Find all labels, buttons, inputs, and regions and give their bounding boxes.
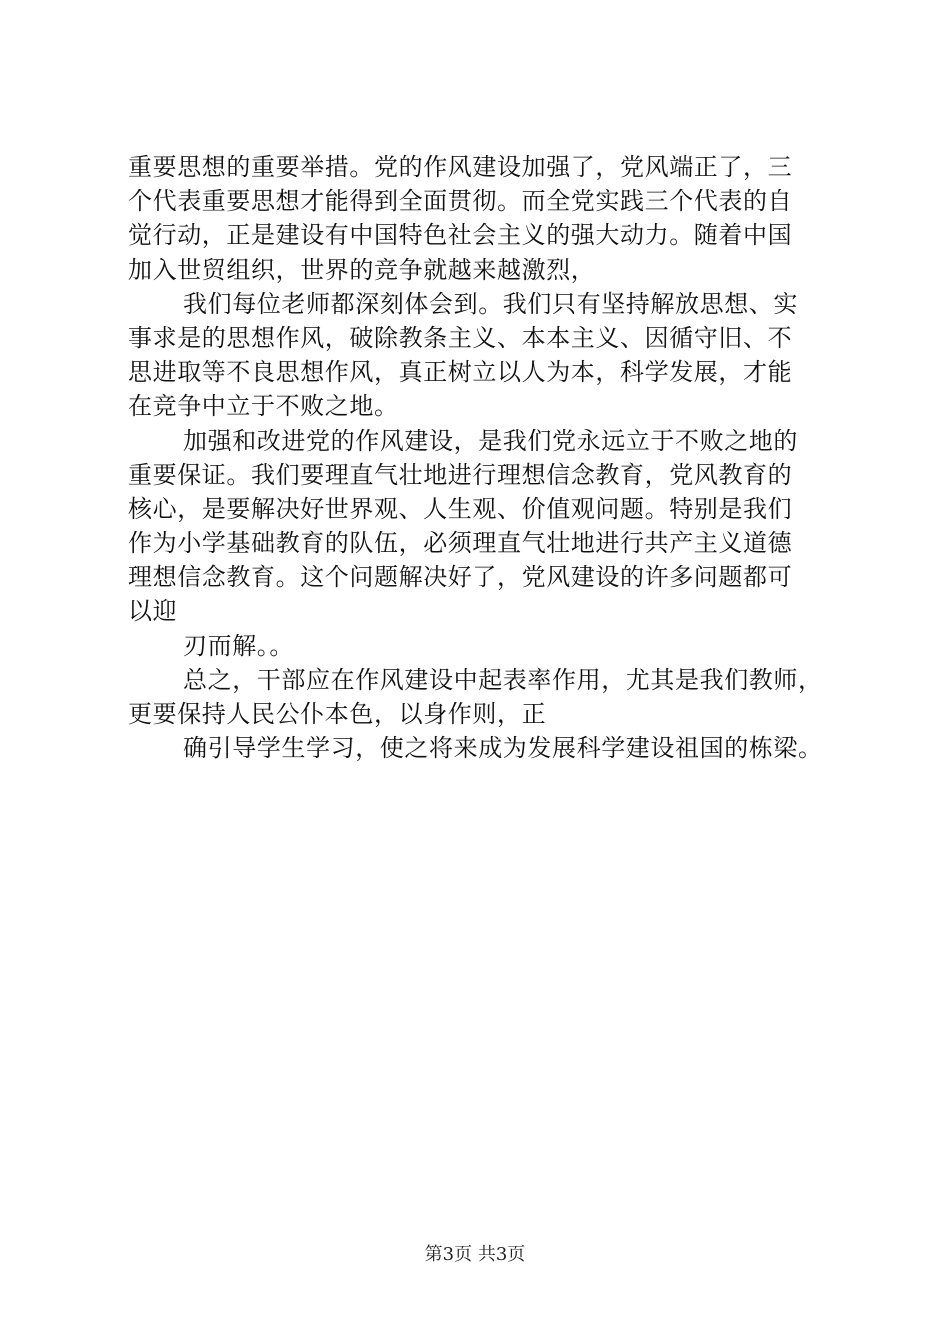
text-line: 作为小学基础教育的队伍，必须理直气壮地进行共产主义道德 bbox=[128, 529, 793, 558]
text-line: 以迎 bbox=[128, 597, 178, 626]
text-line: 重要思想的重要举措。党的作风建设加强了，党风端正了，三 bbox=[128, 153, 793, 181]
text-line: 更要保持人民公仆本色，以身作则，正 bbox=[128, 700, 547, 728]
text-line: 加强和改进党的作风建设，是我们党永远立于不败之地的 bbox=[183, 426, 798, 455]
text-line: 觉行动，正是建设有中国特色社会主义的强大动力。随着中国 bbox=[128, 221, 793, 250]
text-line: 理想信念教育。这个问题解决好了，党风建设的许多问题都可 bbox=[128, 563, 793, 592]
text-line: 事求是的思想作风，破除教条主义、本本主义、因循守旧、不 bbox=[128, 323, 793, 352]
text-line: 思进取等不良思想作风，真正树立以人为本，科学发展，才能 bbox=[128, 358, 793, 387]
text-line: 重要保证。我们要理直气壮地进行理想信念教育，党风教育的 bbox=[128, 460, 793, 489]
document-body bbox=[128, 150, 833, 765]
text-line: 个代表重要思想才能得到全面贯彻。而全党实践三个代表的自 bbox=[128, 187, 793, 216]
text-line: 刃而解。。 bbox=[183, 631, 294, 660]
text-line: 加入世贸组织，世界的竞争就越来越激烈， bbox=[128, 255, 596, 284]
page-number-footer: 第3页 共3页 bbox=[424, 1244, 526, 1265]
text-line: 确引导学生学习，使之将来成为发展科学建设祖国的栋梁。 bbox=[183, 734, 823, 763]
text-line: 在竞争中立于不败之地。 bbox=[128, 392, 399, 421]
text-line: 我们每位老师都深刻体会到。我们只有坚持解放思想、实 bbox=[183, 289, 798, 318]
text-line: 总之，干部应在作风建设中起表率作用，尤其是我们教师， bbox=[183, 665, 823, 694]
text-line: 核心，是要解决好世界观、人生观、价值观问题。特别是我们 bbox=[128, 494, 793, 523]
